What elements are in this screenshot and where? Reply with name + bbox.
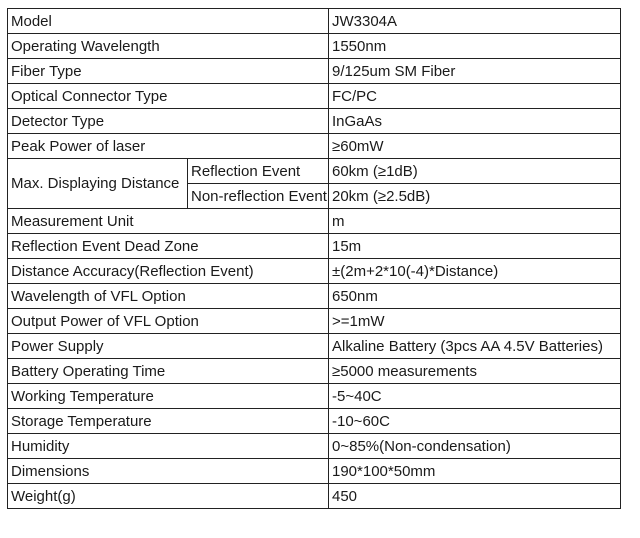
table-row bbox=[8, 259, 621, 284]
spec-value: m bbox=[329, 209, 621, 234]
spec-value: 1550nm bbox=[329, 34, 621, 59]
spec-label: Working Temperature bbox=[8, 384, 329, 409]
spec-value: 650nm bbox=[329, 284, 621, 309]
spec-value: -10~60C bbox=[329, 409, 621, 434]
spec-sublabel: Reflection Event bbox=[188, 159, 329, 184]
spec-label: Power Supply bbox=[8, 334, 329, 359]
spec-value: 190*100*50mm bbox=[329, 459, 621, 484]
table-row bbox=[8, 284, 621, 309]
spec-label: Storage Temperature bbox=[8, 409, 329, 434]
spec-value: 0~85%(Non-condensation) bbox=[329, 434, 621, 459]
spec-label: Max. Displaying Distance bbox=[8, 159, 188, 209]
spec-value: FC/PC bbox=[329, 84, 621, 109]
spec-label: Detector Type bbox=[8, 109, 329, 134]
spec-value: -5~40C bbox=[329, 384, 621, 409]
table-row bbox=[8, 84, 621, 109]
table-row bbox=[8, 9, 621, 34]
spec-table bbox=[7, 8, 621, 509]
spec-label: Peak Power of laser bbox=[8, 134, 329, 159]
spec-value: ≥60mW bbox=[329, 134, 621, 159]
spec-value: 450 bbox=[329, 484, 621, 509]
spec-label: Output Power of VFL Option bbox=[8, 309, 329, 334]
spec-value: 20km (≥2.5dB) bbox=[329, 184, 621, 209]
table-row bbox=[8, 159, 621, 184]
spec-label: Optical Connector Type bbox=[8, 84, 329, 109]
table-row bbox=[8, 109, 621, 134]
spec-value: ≥5000 measurements bbox=[329, 359, 621, 384]
spec-sublabel: Non-reflection Event bbox=[188, 184, 329, 209]
spec-label: Weight(g) bbox=[8, 484, 329, 509]
table-row bbox=[8, 334, 621, 359]
spec-value: ±(2m+2*10(-4)*Distance) bbox=[329, 259, 621, 284]
table-row bbox=[8, 309, 621, 334]
spec-label: Wavelength of VFL Option bbox=[8, 284, 329, 309]
table-row bbox=[8, 59, 621, 84]
spec-value: 9/125um SM Fiber bbox=[329, 59, 621, 84]
table-row bbox=[8, 409, 621, 434]
spec-value: 60km (≥1dB) bbox=[329, 159, 621, 184]
table-row bbox=[8, 359, 621, 384]
table-row bbox=[8, 34, 621, 59]
table-row bbox=[8, 234, 621, 259]
spec-label: Operating Wavelength bbox=[8, 34, 329, 59]
spec-label: Distance Accuracy(Reflection Event) bbox=[8, 259, 329, 284]
table-row bbox=[8, 384, 621, 409]
table-row bbox=[8, 484, 621, 509]
spec-label: Fiber Type bbox=[8, 59, 329, 84]
spec-value: InGaAs bbox=[329, 109, 621, 134]
spec-label: Measurement Unit bbox=[8, 209, 329, 234]
spec-value: >=1mW bbox=[329, 309, 621, 334]
spec-label: Model bbox=[8, 9, 329, 34]
table-row bbox=[8, 459, 621, 484]
spec-label: Humidity bbox=[8, 434, 329, 459]
table-row bbox=[8, 434, 621, 459]
spec-label: Battery Operating Time bbox=[8, 359, 329, 384]
spec-label: Dimensions bbox=[8, 459, 329, 484]
table-row bbox=[8, 209, 621, 234]
spec-value: JW3304A bbox=[329, 9, 621, 34]
spec-label: Reflection Event Dead Zone bbox=[8, 234, 329, 259]
spec-table-body bbox=[8, 9, 621, 509]
table-row bbox=[8, 134, 621, 159]
spec-value: Alkaline Battery (3pcs AA 4.5V Batteries) bbox=[329, 334, 621, 359]
spec-value: 15m bbox=[329, 234, 621, 259]
